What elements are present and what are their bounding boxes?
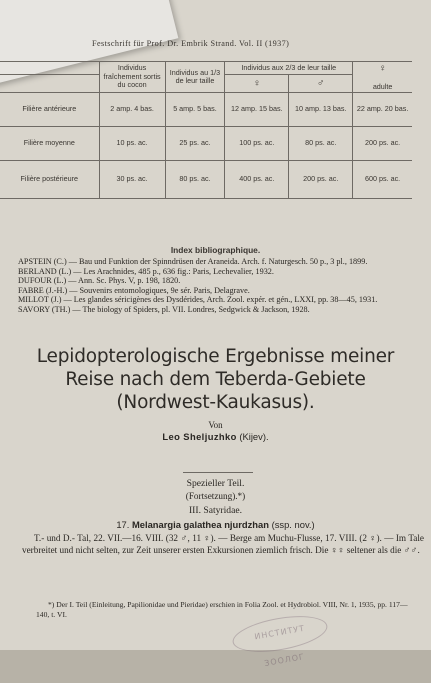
species-note: (ssp. nov.) bbox=[271, 519, 315, 530]
table-corner bbox=[0, 62, 99, 75]
species-number: 17. bbox=[116, 519, 130, 530]
table-cell: 5 amp. 5 bas. bbox=[165, 92, 225, 126]
species-heading bbox=[0, 519, 431, 530]
section-heading: Spezieller Teil. bbox=[186, 478, 245, 489]
female-symbol: ♀ bbox=[378, 63, 387, 74]
row-label: Filière postérieure bbox=[0, 160, 99, 198]
table-cell: 10 amp. 13 bas. bbox=[289, 92, 353, 126]
subcol-female: ♀ bbox=[225, 75, 289, 92]
article-body bbox=[22, 532, 424, 557]
table-cell: 30 ps. ac. bbox=[99, 160, 165, 198]
byline-von: Von bbox=[208, 420, 223, 430]
col-header-1: Individus fraîchement sortis du cocon bbox=[99, 62, 165, 93]
subcol-male: ♂ bbox=[289, 75, 353, 92]
table-cell: 200 ps. ac. bbox=[289, 160, 353, 198]
row-label: Filière moyenne bbox=[0, 126, 99, 160]
bib-entry: MILLOT (J.) — Les glandes séricigènes des Dysdérides, Arch. Zool. expér. et gén., LXXI, pp. 38—45, 1931. bbox=[18, 295, 378, 305]
col-header-4 bbox=[353, 62, 412, 93]
footnote bbox=[36, 600, 416, 620]
bibliography bbox=[18, 257, 418, 315]
bib-entry: APSTEIN (C.) — Bau und Funktion der Spinndrüsen der Araneida. Arch. f. Naturgesch. 50 p., 3 pl., 1899. bbox=[18, 257, 368, 266]
bib-entry: SAVORY (TH.) — The biology of Spiders, pl. VII. Londres, Sedgwick & Jackson, 1928. bbox=[18, 304, 310, 314]
adult-label: adulte bbox=[372, 81, 393, 91]
table-cell: 12 amp. 15 bas. bbox=[225, 92, 289, 126]
col-header-3: Individus aux 2/3 de leur taille bbox=[225, 62, 353, 75]
table-cell: 80 ps. ac. bbox=[165, 160, 225, 198]
bib-entry: BERLAND (L.) — Les Arachnides, 485 p., 636 fig.: Paris, Lechevalier, 1932. bbox=[18, 266, 274, 276]
bib-entry: DUFOUR (L.) — Ann. Sc. Phys. V, p. 198, 1820. bbox=[18, 276, 181, 286]
species-name: Melanargia galathea njurdzhan bbox=[131, 519, 269, 530]
bib-entry: FABRE (J.-H.) — Souvenirs entomologiques, 9e sér. Paris, Delagrave. bbox=[18, 285, 250, 295]
table-cell: 10 ps. ac. bbox=[99, 126, 165, 160]
running-head: Festschrift für Prof. Dr. Embrik Strand. Vol. II (1937) bbox=[92, 39, 290, 48]
title-line: (Nordwest-Kaukasus). bbox=[116, 392, 315, 413]
family-heading: III. Satyridae. bbox=[188, 505, 242, 516]
index-heading: Index bibliographique. bbox=[170, 245, 261, 255]
table-corner-lower bbox=[0, 75, 99, 92]
table-cell: 200 ps. ac. bbox=[353, 126, 412, 160]
table-cell: 600 ps. ac. bbox=[353, 160, 412, 198]
spinneret-table bbox=[0, 61, 412, 199]
footnote-text: *) Der I. Teil (Einleitung, Papilionidae und Pieridae) erschien in Folia Zool. et Hydrobiol. VIII, Nr. 1, 1935, pp. 117—140, t. VI. bbox=[36, 600, 408, 619]
body-paragraph: T.- und D.- Tal, 22. VII.—16. VIII. (32 ♂, 11 ♀). — Berge am Muchu-Flusse, 17. VIII. (2 ♀). — Im Tale verbreitet und nicht selten, zur Zeit unserer ersten Exkursionen ziemlich frisch. Die ♀♀ seltener als die ♂♂. bbox=[22, 533, 424, 556]
table-cell: 100 ps. ac. bbox=[225, 126, 289, 160]
title-line: Lepidopterologische Ergebnisse meiner bbox=[36, 346, 395, 367]
author-line bbox=[0, 431, 431, 442]
table-cell: 25 ps. ac. bbox=[165, 126, 225, 160]
library-stamp: ИНСТИТУТ ЗООЛОГ bbox=[230, 610, 330, 658]
table-cell: 80 ps. ac. bbox=[289, 126, 353, 160]
continuation-note: (Fortsetzung).*) bbox=[185, 491, 246, 501]
title-line: Reise nach dem Teberda-Gebiete bbox=[65, 369, 366, 390]
table-cell: 22 amp. 20 bas. bbox=[353, 92, 412, 126]
table-cell: 2 amp. 4 bas. bbox=[99, 92, 165, 126]
section-divider bbox=[183, 472, 253, 473]
col-header-2: Individus au 1/3 de leur taille bbox=[165, 62, 225, 93]
row-label: Filière antérieure bbox=[0, 92, 99, 126]
author-name: Leo Sheljuzhko bbox=[162, 431, 237, 442]
article-title bbox=[0, 345, 431, 414]
table-cell: 400 ps. ac. bbox=[225, 160, 289, 198]
author-city: (Kijev). bbox=[239, 431, 269, 442]
